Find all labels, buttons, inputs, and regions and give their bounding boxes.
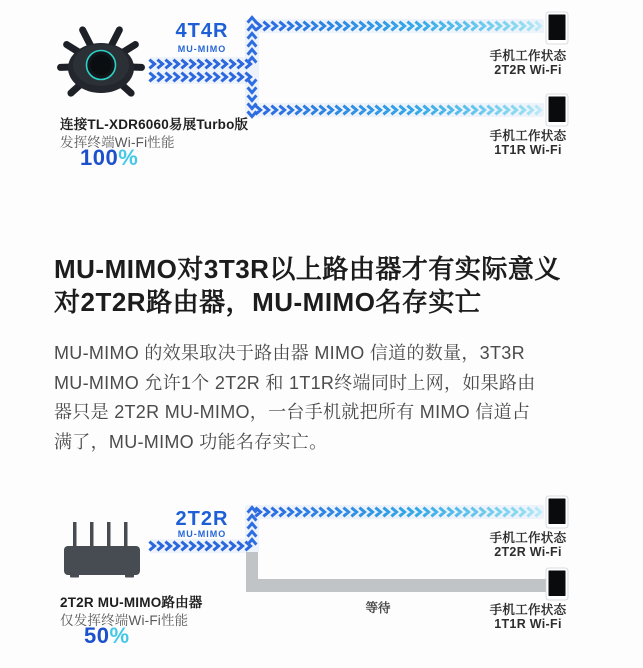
heading-line2: 对2T2R路由器，MU-MIMO名存实亡 bbox=[54, 287, 482, 317]
paragraph-line: 满了，MU-MIMO 功能名存实亡。 bbox=[54, 431, 328, 452]
section-heading bbox=[54, 253, 561, 319]
percent-sign: % bbox=[109, 623, 130, 648]
bottom-link-label: 2T2R bbox=[175, 508, 229, 530]
phone-status-line2: 2T2R Wi-Fi bbox=[494, 544, 562, 559]
top-router-subcaption: 发挥终端Wi-Fi性能 bbox=[60, 135, 175, 150]
phone-icon bbox=[546, 496, 568, 528]
body-paragraph bbox=[54, 339, 536, 457]
percent-sign: % bbox=[118, 145, 139, 170]
phone-status-line2: 2T2R Wi-Fi bbox=[494, 62, 562, 77]
phone-status-line2: 1T1R Wi-Fi bbox=[494, 142, 562, 157]
phone-icon bbox=[546, 94, 568, 126]
performance-number: 100 bbox=[80, 145, 119, 170]
gaming-router-illustration bbox=[57, 25, 145, 98]
top-phone1-status bbox=[478, 50, 578, 77]
top-link-label: 4T4R bbox=[175, 20, 229, 42]
bottom-performance-value bbox=[84, 623, 130, 649]
bottom-router-subcaption: 仅发挥终端Wi-Fi性能 bbox=[60, 613, 189, 628]
simple-router-icon bbox=[64, 522, 140, 578]
heading-line1: MU-MIMO对3T3R以上路由器才有实际意义 bbox=[54, 254, 561, 284]
phone-icon bbox=[546, 568, 568, 600]
bottom-phone2-status bbox=[478, 604, 578, 631]
paragraph-line: MU-MIMO 允许1个 2T2R 和 1T1R终端同时上网，如果路由 bbox=[54, 372, 536, 393]
bottom-link-sublabel: MU-MIMO bbox=[177, 529, 227, 539]
waiting-label: 等待 bbox=[365, 601, 391, 615]
phone-status-line1: 手机工作状态 bbox=[489, 531, 567, 545]
paragraph-line: 器只是 2T2R MU-MIMO，一台手机就把所有 MIMO 信道占 bbox=[54, 402, 531, 422]
paragraph-line: MU-MIMO 的效果取决于路由器 MIMO 信道的数量，3T3R bbox=[54, 343, 525, 363]
bottom-phone1-status bbox=[478, 532, 578, 559]
phone-status-line1: 手机工作状态 bbox=[489, 603, 567, 617]
top-router-caption: 连接TL-XDR6060易展Turbo版 bbox=[60, 117, 249, 132]
top-performance-value bbox=[80, 145, 138, 171]
phone-icon bbox=[546, 12, 568, 44]
top-phone2-status bbox=[478, 130, 578, 157]
phone-status-line1: 手机工作状态 bbox=[489, 49, 567, 63]
performance-number: 50 bbox=[84, 623, 110, 648]
top-link-sublabel: MU-MIMO bbox=[177, 44, 227, 54]
bottom-router-caption: 2T2R MU-MIMO路由器 bbox=[60, 595, 203, 610]
phone-status-line2: 1T1R Wi-Fi bbox=[494, 616, 562, 631]
phone-status-line1: 手机工作状态 bbox=[489, 129, 567, 143]
router-center bbox=[91, 55, 112, 76]
